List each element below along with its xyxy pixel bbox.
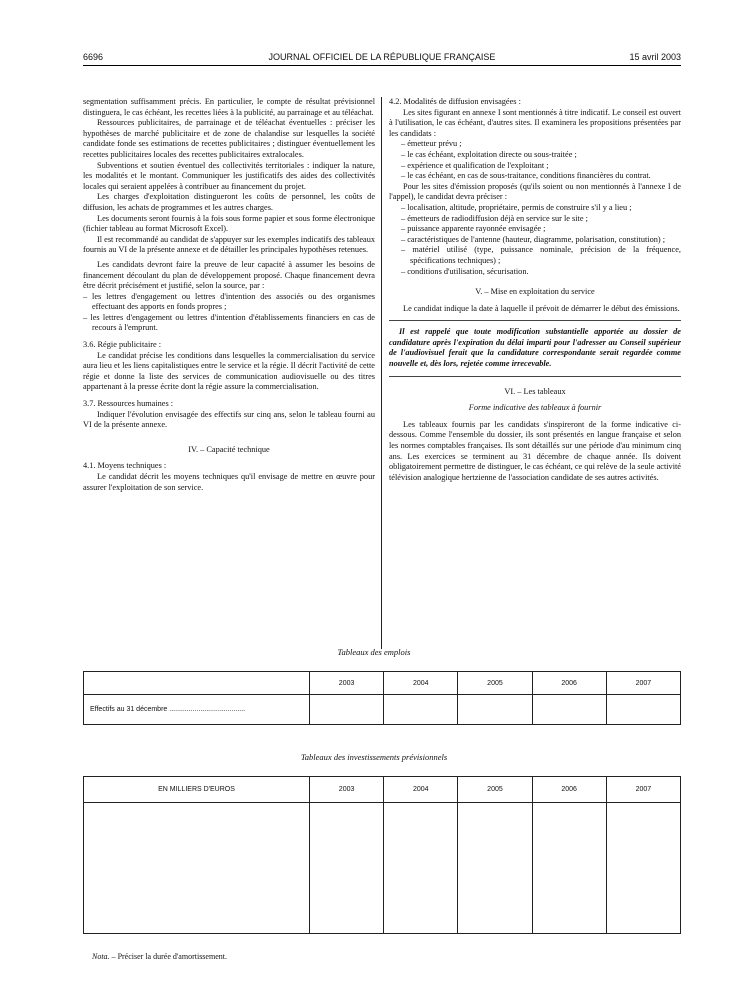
list-item: – conditions d'utilisation, sécurisation. (401, 266, 529, 276)
footnote (92, 952, 227, 961)
notice: Il est rappelé que toute modification substantielle apportée au dossier de candidature après l'expiration du délai imparti pour l'adresser au Conseil supérieur de l'audiovisuel ferait que la candidature correspondante serait regardée comme nouvelle et, dès lors, rejetée comme irrecevable. (389, 327, 681, 369)
paragraph: Les charges d'exploitation distingueront les coûts de personnel, les coûts de diffusion, les achats de programmes et les autres charges. (83, 192, 375, 212)
list-item: – les lettres d'engagement ou lettres d'intention d'établissements financiers en cas de recours à l'emprunt. (83, 312, 375, 333)
column-header: 2006 (532, 777, 606, 803)
column-header: 2004 (384, 672, 458, 695)
paragraph: Le candidat décrit les moyens techniques qu'il envisage de mettre en œuvre pour assurer l'exploitation de son service. (83, 472, 375, 492)
table-cell (384, 695, 458, 725)
footnote-text: – Préciser la durée d'amortissement. (109, 952, 227, 961)
page-header (83, 52, 681, 66)
section-title: 3.7. Ressources humaines : (83, 399, 174, 409)
table-cell (384, 803, 458, 934)
column-header: 2003 (310, 672, 384, 695)
table-cell (458, 695, 532, 725)
column-header: 2007 (606, 672, 680, 695)
list-item: – émetteurs de radiodiffusion déjà en service sur le site ; (401, 213, 588, 223)
left-column (83, 97, 375, 493)
list-item: – le cas échéant, exploitation directe ou sous-traitée ; (401, 149, 577, 159)
section-heading: V. – Mise en exploitation du service (475, 287, 595, 297)
paragraph: Subventions et soutien éventuel des collectivités territoriales : indiquer la nature, les modalités et le montant. Communiquer les justificatifs des aides des collectivités locales qui seraient appelées à contribuer au financement du projet. (83, 160, 375, 191)
section-title: 3.6. Régie publicitaire : (83, 340, 162, 350)
header-rule (83, 65, 681, 66)
list-item: – émetteur prévu ; (401, 139, 462, 149)
section-heading: VI. – Les tableaux (504, 386, 566, 396)
paragraph: Il est recommandé au candidat de s'appuyer sur les exemples indicatifs des tableaux fournis au VI de la présente annexe et de détailler les principales hypothèses retenues. (83, 234, 375, 255)
paragraph: Le candidat précise les conditions dans lesquelles la commercialisation du service aura lieu et les liens capitalistiques entre le service et la régie. Il décrit l'activité de cette régie et donne la liste des services de communication audiovisuelle ou des titres appartenant à la presse écrite dont la régie assure la commercialisation. (83, 350, 375, 392)
divider (389, 376, 681, 377)
list-item: – expérience et qualification de l'exploitant ; (401, 160, 549, 170)
section-heading: IV. – Capacité technique (188, 444, 270, 454)
table-cell (84, 803, 310, 934)
footnote-label: Nota. (92, 952, 110, 961)
table-cell (310, 695, 384, 725)
table-cell (310, 803, 384, 934)
table-cell (606, 803, 680, 934)
column-divider (381, 97, 382, 649)
paragraph: Les sites figurant en annexe I sont mentionnés à titre indicatif. Le conseil est ouvert à l'utilisation, le cas échéant, d'autres sites. Il examinera les propositions présentées par les candidats : (389, 107, 681, 138)
list-item: – localisation, altitude, propriétaire, permis de construire s'il y a lieu ; (401, 202, 632, 212)
section-title: 4.1. Moyens techniques : (83, 461, 167, 471)
paragraph: Indiquer l'évolution envisagée des effectifs sur cinq ans, selon le tableau fourni au VI de la présente annexe. (83, 409, 375, 430)
table-cell (458, 803, 532, 934)
list-item: – matériel utilisé (type, puissance nominale, précision de la fréquence, spécifications techniques) ; (401, 245, 681, 265)
paragraph: Le candidat indique la date à laquelle il prévoit de démarrer le début des émissions. (403, 303, 680, 313)
table-cell (606, 695, 680, 725)
table-caption: Tableaux des emplois (337, 647, 411, 657)
paragraph: Ressources publicitaires, de parrainage et de téléachat éventuelles : préciser les hypothèses de marché publicitaire et de zone de chalandise sur lesquelles la société candidate fonde ses estimations de recettes publicitaires ; distinguer éventuellement les recettes publicitaires locales des recettes publicitaires extralocales. (83, 118, 375, 159)
list-item: – les lettres d'engagement ou lettres d'intention des associés ou des organismes effectuant des apports en fonds propres ; (83, 291, 375, 312)
column-header: EN MILLIERS D'EUROS (84, 777, 310, 803)
paragraph: Les documents seront fournis à la fois sous forme papier et sous forme électronique (fichier tableau au format Microsoft Excel). (83, 213, 375, 234)
column-header: 2006 (532, 672, 606, 695)
list-item: – caractéristiques de l'antenne (hauteur, diagramme, polarisation, constitution) ; (401, 234, 666, 244)
paragraph: Pour les sites d'émission proposés (qu'ils soient ou non mentionnés à l'annexe I de l'appel), le candidat devra préciser : (389, 181, 681, 202)
paragraph: segmentation suffisamment précis. En particulier, le compte de résultat prévisionnel distinguera, le cas échéant, les recettes liées à la publicité, au parrainage et au téléachat. (83, 97, 375, 117)
divider (389, 320, 681, 321)
column-header: 2004 (384, 777, 458, 803)
column-header: 2005 (458, 777, 532, 803)
investissements-table (83, 776, 681, 934)
list-item: – puissance apparente rayonnée envisagée ; (401, 224, 546, 234)
paragraph: Les candidats devront faire la preuve de leur capacité à assumer les besoins de financement découlant du plan de développement proposé. Chaque financement devra être décrit précisément et justifié, selon la source, par : (83, 259, 375, 291)
column-header: 2007 (606, 777, 680, 803)
table-cell (532, 695, 606, 725)
list-item: – le cas échéant, en cas de sous-traitance, conditions financières du contrat. (401, 171, 651, 181)
table-corner-cell (84, 672, 310, 695)
paragraph: Les tableaux fournis par les candidats s'inspireront de la forme indicative ci-dessous. Comme l'ensemble du dossier, ils sont présentés en langue française et selon les normes comptables françaises. Ils sont détaillés sur une période d'au minimum cinq ans. Les exercices se terminent au 31 décembre de chaque année. Ils doivent obligatoirement permettre de distinguer, le cas échéant, ce qui relève de la seule activité télévision analogique hertzienne de l'association candidate de ses autres activités. (389, 419, 681, 482)
emplois-table (83, 671, 681, 725)
table-caption: Tableaux des investissements prévisionnels (300, 752, 448, 762)
section-title: 4.2. Modalités de diffusion envisagées : (389, 97, 521, 106)
column-header: 2003 (310, 777, 384, 803)
column-header: 2005 (458, 672, 532, 695)
right-column (389, 97, 681, 483)
page-number: 6696 (83, 52, 104, 62)
journal-title: JOURNAL OFFICIEL DE LA RÉPUBLIQUE FRANÇAISE (268, 52, 496, 62)
issue-date: 15 avril 2003 (629, 52, 681, 62)
table-cell (532, 803, 606, 934)
row-label: Effectifs au 31 décembre ....................................... (84, 695, 310, 725)
subsection-title: Forme indicative des tableaux à fournir (468, 403, 602, 413)
